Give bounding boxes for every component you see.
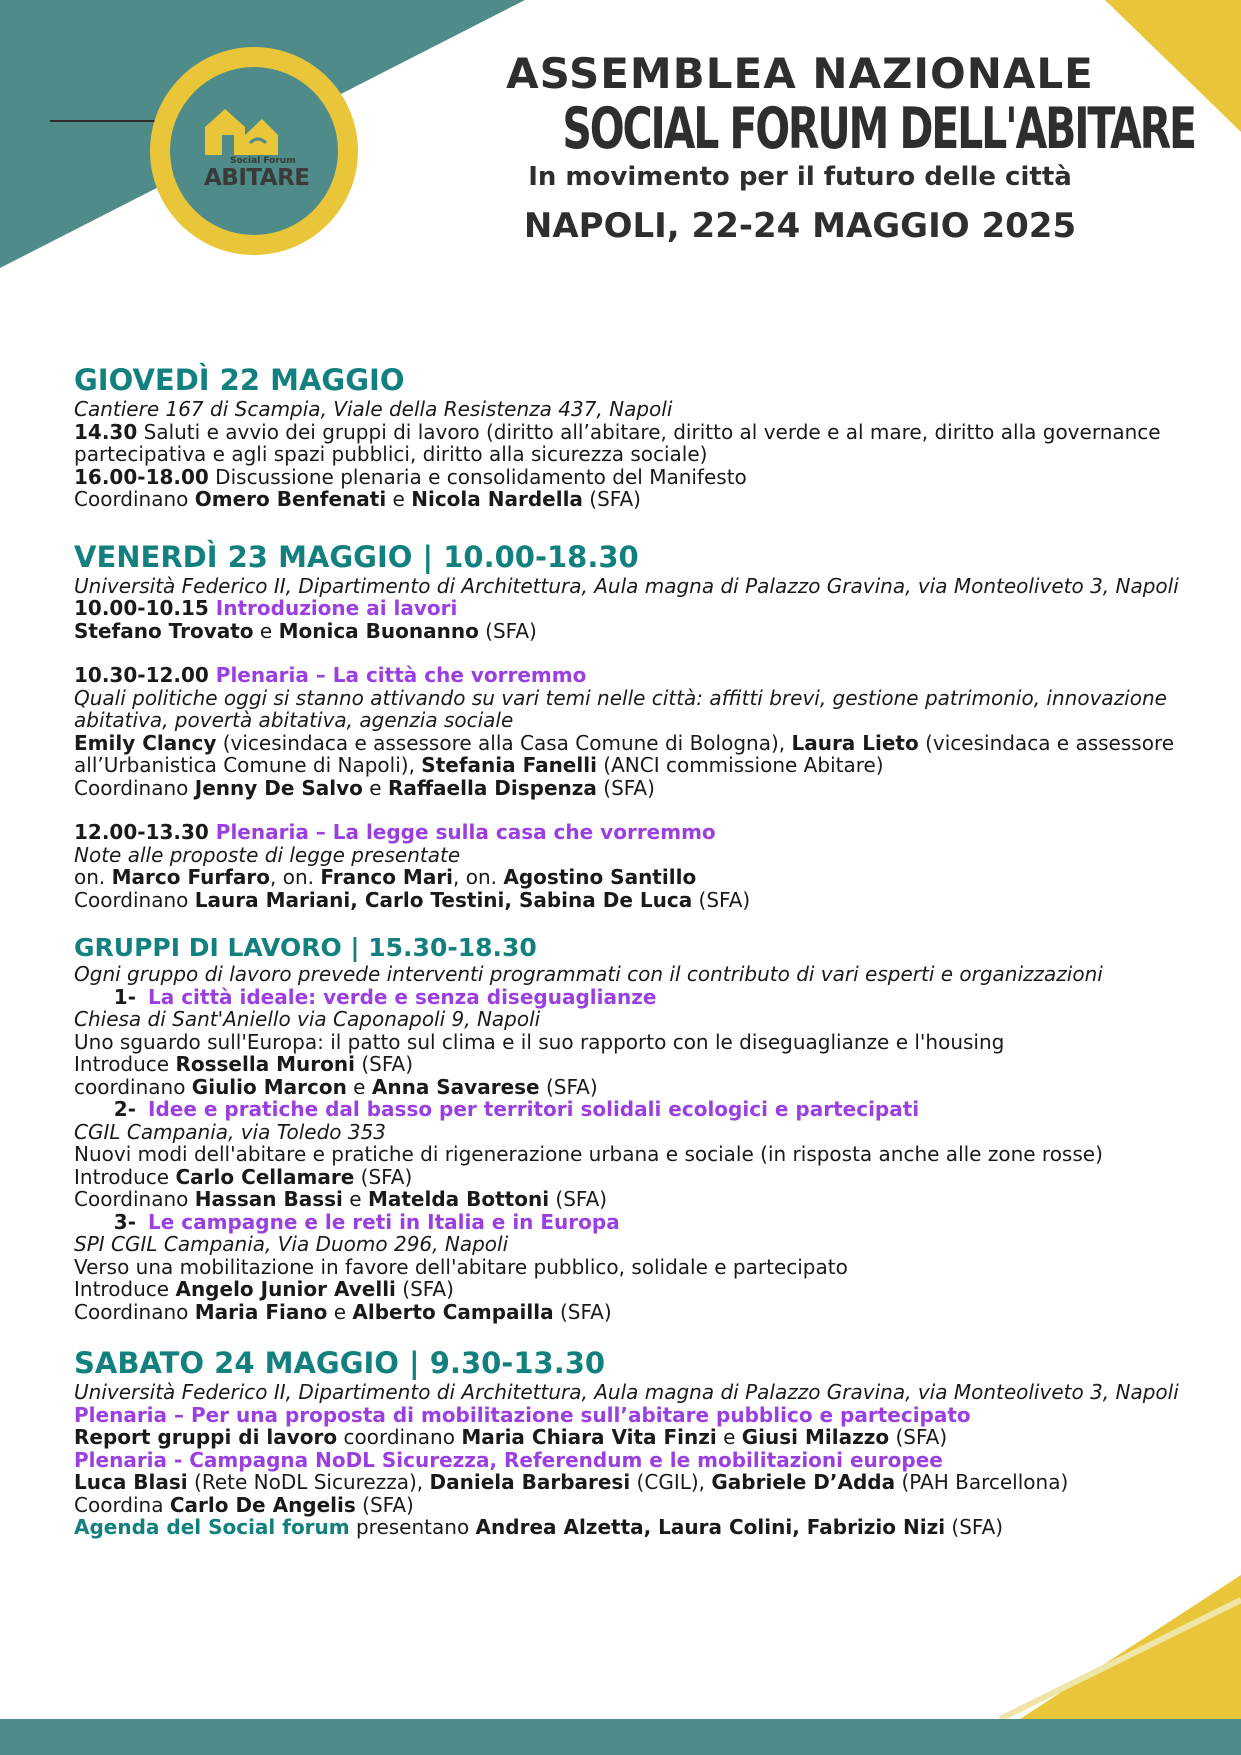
day3-plenary-2: Plenaria - Campagna NoDL Sicurezza, Referendum e le mobilitazioni europee — [74, 1447, 943, 1472]
day2-session-3-coordinators — [74, 889, 1184, 912]
label: coordinano — [337, 1425, 462, 1449]
day2-session-3-desc: Note alle proposte di legge presentate — [74, 842, 461, 867]
logo-main-text: ABITARE — [204, 165, 310, 191]
persons: Laura Mariani, Carlo Testini, Sabina De Luca — [194, 887, 693, 912]
day2-session-1-speakers — [74, 620, 1184, 643]
group-3-desc: Verso una mobilitazione in favore dell'abitare pubblico, solidale e partecipato — [74, 1254, 848, 1279]
org: (SFA) — [478, 618, 537, 643]
persons: Andrea Alzetta, Laura Colini, Fabrizio Nizi — [475, 1515, 946, 1539]
role: (vicesindaca e assessore all’Urbanistica Comune di Napoli), — [74, 730, 1175, 777]
label: Coordinano — [74, 487, 195, 511]
day1-venue: Cantiere 167 di Scampia, Viale della Resistenza 437, Napoli — [74, 397, 673, 421]
group-1-venue: Chiesa di Sant'Aniello via Caponapoli 9, Napoli — [74, 1007, 541, 1031]
person: Omero Benfenati — [194, 487, 387, 511]
group-number: 3- — [113, 1209, 136, 1234]
person: Stefania Fanelli — [421, 753, 597, 777]
org: (SFA) — [692, 887, 751, 912]
role: (vicesindaca e assessore alla Casa Comune di Bologna), — [216, 730, 792, 755]
person: Alberto Campailla — [352, 1299, 554, 1324]
day2-venue: Università Federico II, Dipartimento di Architettura, Aula magna di Palazzo Gravina, via Monteoliveto 3, Napoli — [74, 573, 1179, 598]
day3-plenary-1: Plenaria – Per una proposta di mobilitazione sull’abitare pubblico e partecipato — [74, 1402, 971, 1427]
person: Jenny De Salvo — [194, 775, 363, 800]
day2-session-2 — [74, 664, 1184, 687]
group-3-title — [74, 1211, 1184, 1234]
label: Coordinano — [74, 1187, 195, 1211]
day3-coordinator — [74, 1494, 1184, 1517]
logo-small-text: Social Forum — [230, 156, 296, 166]
group-number: 1- — [113, 984, 136, 1009]
person: Stefano Trovato — [74, 618, 254, 643]
time: 10.30-12.00 — [74, 663, 209, 687]
label: Introduce — [74, 1164, 176, 1189]
day1-item-1 — [74, 421, 1184, 466]
person: Laura Lieto — [791, 730, 919, 755]
conjunction: e — [386, 487, 412, 511]
footer-bar — [0, 1719, 1241, 1755]
person: Daniela Barbaresi — [429, 1470, 631, 1494]
person: Carlo De Angelis — [169, 1492, 356, 1517]
group-2-title — [74, 1098, 1184, 1121]
conjunction: e — [716, 1425, 742, 1449]
group-title: La città ideale: verde e senza diseguaglianze — [148, 984, 657, 1009]
person: Emily Clancy — [74, 730, 217, 755]
day3-plenary-2-speakers — [74, 1471, 1184, 1494]
group-1-intro — [74, 1053, 1184, 1076]
day2-session-3-speakers — [74, 866, 1184, 889]
org: (SFA) — [596, 775, 655, 800]
group-3-intro — [74, 1278, 1184, 1301]
group-2-desc: Nuovi modi dell'abitare e pratiche di rigenerazione urbana e sociale (in risposta anche alle zone rosse) — [74, 1142, 1103, 1166]
person: Carlo Cellamare — [175, 1164, 355, 1189]
time: 12.00-13.30 — [74, 820, 209, 844]
report-label: Report gruppi di lavoro — [74, 1425, 338, 1449]
group-1-coordinators — [74, 1076, 1184, 1099]
day1-item-2 — [74, 466, 1184, 489]
day2-title: VENERDÌ 23 MAGGIO | 10.00-18.30 — [74, 539, 639, 574]
group-2-intro — [74, 1166, 1184, 1189]
header-line-1: ASSEMBLEA NAZIONALE — [506, 49, 1094, 98]
prefix: on. — [74, 865, 112, 889]
event-header — [470, 49, 1195, 252]
conjunction: e — [327, 1299, 353, 1324]
day3-report — [74, 1426, 1184, 1449]
label: Coordinano — [74, 1299, 195, 1324]
day2-session-2-coordinators — [74, 777, 1184, 800]
day3-title: SABATO 24 MAGGIO | 9.30-13.30 — [74, 1346, 606, 1380]
groups-title: GRUPPI DI LAVORO | 15.30-18.30 — [74, 933, 537, 962]
header-line-3: In movimento per il futuro delle città — [528, 162, 1072, 192]
group-2-coordinators — [74, 1188, 1184, 1211]
label: Coordina — [74, 1492, 170, 1517]
separator: , on. — [270, 865, 321, 889]
person: Giusi Milazzo — [741, 1425, 890, 1449]
day1-coordinators — [74, 488, 1184, 511]
agenda-label: Agenda del Social forum — [74, 1515, 350, 1539]
day2-session-2-speakers — [74, 732, 1184, 777]
org: (SFA) — [889, 1425, 948, 1449]
label: coordinano — [74, 1074, 192, 1099]
social-forum-logo — [150, 47, 358, 255]
org: (SFA) — [355, 1052, 414, 1076]
person: Maria Chiara Vita Finzi — [461, 1425, 717, 1449]
header-line-2: SOCIAL FORUM DELL'ABITARE — [562, 96, 1195, 162]
role: (ANCI commissione Abitare) — [596, 753, 884, 777]
org: (SFA) — [945, 1515, 1004, 1539]
conjunction: e — [346, 1074, 372, 1099]
two-houses-icon — [150, 47, 358, 255]
group-3-coordinators — [74, 1301, 1184, 1324]
label: Coordinano — [74, 775, 195, 800]
day3-agenda — [74, 1516, 1184, 1539]
person: Angelo Junior Avelli — [175, 1277, 396, 1301]
time: 10.00-10.15 — [74, 596, 209, 620]
item-text: Saluti e avvio dei gruppi di lavoro (diritto all’abitare, diritto al verde e al mare, diritto alla governance partecipativa e agli spazi pubblici, diritto alla sicurezza sociale) — [74, 419, 1161, 466]
person: Monica Buonanno — [278, 618, 479, 643]
label: Introduce — [74, 1277, 176, 1301]
person: Marco Furfaro — [111, 865, 271, 889]
separator: , on. — [453, 865, 504, 889]
person: Franco Mari — [320, 865, 454, 889]
org: (CGIL), — [630, 1470, 712, 1494]
group-title: Le campagne e le reti in Italia e in Europa — [148, 1209, 620, 1234]
group-1-title — [74, 986, 1184, 1009]
person: Nicola Nardella — [411, 487, 583, 511]
session-title: Plenaria – La legge sulla casa che vorremmo — [208, 820, 716, 844]
day2-session-2-desc: Quali politiche oggi si stanno attivando su vari temi nelle città: affitti brevi, gestione patrimonio, innovazione abitativa, povertà abitativa, agenzia sociale — [74, 685, 1167, 732]
person: Gabriele D’Adda — [711, 1470, 896, 1494]
person: Maria Fiano — [194, 1299, 328, 1324]
day1-title: GIOVEDÌ 22 MAGGIO — [74, 363, 405, 397]
group-number: 2- — [113, 1097, 136, 1121]
label: Coordinano — [74, 887, 195, 912]
item-text: Discussione plenaria e consolidamento del Manifesto — [208, 464, 747, 489]
groups-desc: Ogni gruppo di lavoro prevede interventi programmati con il contributo di vari esperti e organizzazioni — [74, 962, 1103, 986]
day3-venue: Università Federico II, Dipartimento di Architettura, Aula magna di Palazzo Gravina, via Monteoliveto 3, Napoli — [74, 1380, 1179, 1404]
group-2-venue: CGIL Campania, via Toledo 353 — [74, 1119, 387, 1144]
org: (PAH Barcellona) — [895, 1470, 1069, 1494]
programme — [74, 362, 1184, 1539]
group-title: Idee e pratiche dal basso per territori solidali ecologici e partecipati — [148, 1097, 920, 1121]
person: Luca Blasi — [74, 1470, 188, 1494]
org: (SFA) — [549, 1187, 608, 1211]
person: Agostino Santillo — [503, 865, 697, 889]
group-1-desc: Uno sguardo sull'Europa: il patto sul clima e il suo rapporto con le diseguaglianze e l'housing — [74, 1029, 1005, 1054]
org: (SFA) — [582, 487, 641, 511]
session-title: Introduzione ai lavori — [208, 596, 458, 620]
person: Hassan Bassi — [194, 1187, 343, 1211]
day2-session-1 — [74, 597, 1184, 620]
label: presentano — [349, 1515, 476, 1539]
person: Matelda Bottoni — [367, 1187, 550, 1211]
group-3-venue: SPI CGIL Campania, Via Duomo 296, Napoli — [74, 1232, 509, 1256]
org: (SFA) — [395, 1277, 454, 1301]
org: (SFA) — [355, 1492, 414, 1517]
time: 14.30 — [74, 419, 138, 444]
person: Giulio Marcon — [191, 1074, 347, 1099]
conjunction: e — [342, 1187, 368, 1211]
header-line-4: NAPOLI, 22-24 MAGGIO 2025 — [523, 206, 1077, 246]
label: Introduce — [74, 1052, 176, 1076]
session-title: Plenaria – La città che vorremmo — [208, 663, 587, 687]
org: (Rete NoDL Sicurezza), — [187, 1470, 430, 1494]
conjunction: e — [362, 775, 388, 800]
person: Raffaella Dispenza — [387, 775, 597, 800]
day2-session-3 — [74, 821, 1184, 844]
person: Rossella Muroni — [175, 1052, 355, 1076]
person: Anna Savarese — [371, 1074, 540, 1099]
conjunction: e — [253, 618, 279, 643]
org: (SFA) — [539, 1074, 598, 1099]
org: (SFA) — [553, 1299, 612, 1324]
time: 16.00-18.00 — [74, 464, 209, 489]
org: (SFA) — [354, 1164, 413, 1189]
